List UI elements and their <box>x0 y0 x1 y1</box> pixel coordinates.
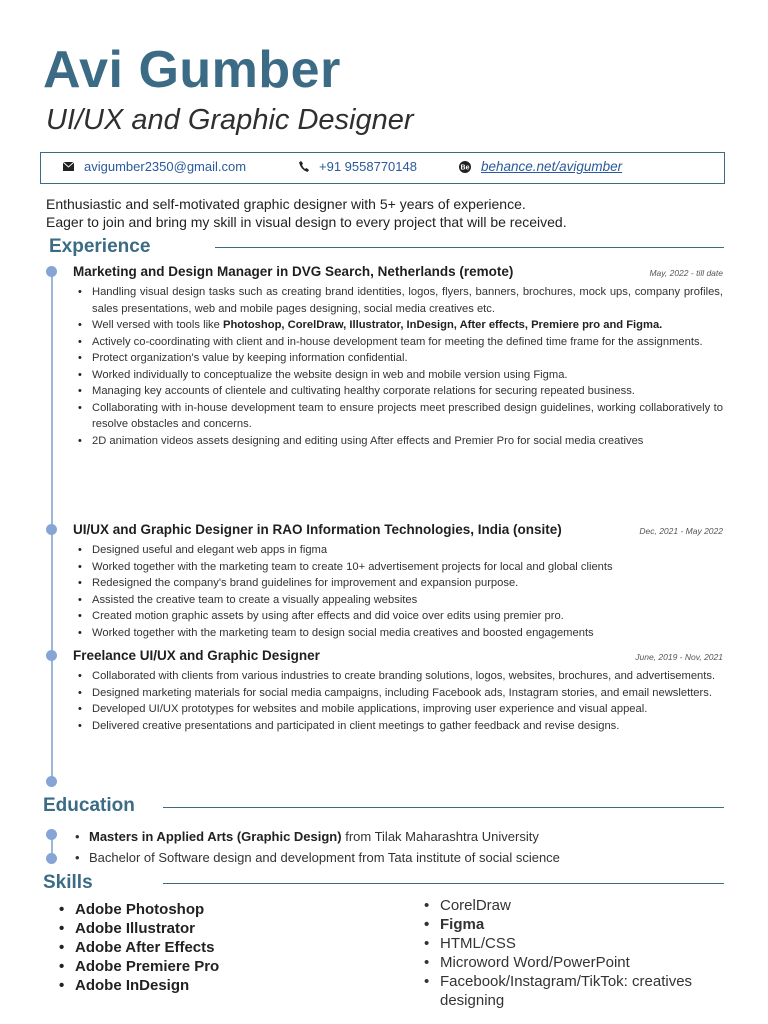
timeline-dot <box>46 776 57 787</box>
skill-item: • Microword Word/PowerPoint <box>423 953 723 972</box>
job-date: June, 2019 - Nov, 2021 <box>635 652 723 662</box>
education-list <box>73 826 713 868</box>
summary <box>46 195 736 231</box>
summary-line-1: Enthusiastic and self-motivated graphic designer with 5+ years of experience. <box>46 196 526 212</box>
job-title: Freelance UI/UX and Graphic Designer <box>73 648 320 663</box>
skill-item: • CorelDraw <box>423 896 723 915</box>
email-text[interactable]: avigumber2350@gmail.com <box>84 159 247 174</box>
phone-icon <box>299 161 309 172</box>
timeline-dot <box>46 650 57 661</box>
job-date: Dec, 2021 - May 2022 <box>639 526 723 536</box>
skill-item: • Facebook/Instagram/TikTok: creatives designing <box>423 972 723 1010</box>
timeline-dot <box>46 853 57 864</box>
bullet-text: Well versed with tools like <box>92 319 223 331</box>
education-item: • Bachelor of Software design and development from Tata institute of social science <box>73 847 713 868</box>
skill-item: • Adobe Premiere Pro <box>58 957 388 976</box>
bullet-item: • Protect organization's value by keeping information confidential. <box>73 350 723 367</box>
behance-icon <box>459 161 471 173</box>
education-item <box>73 826 713 847</box>
job-entry <box>73 264 723 449</box>
tools-list: Photoshop, CorelDraw, Illustrator, InDesign, After effects, Premiere pro and Figma. <box>222 319 663 331</box>
candidate-role: UI/UX and Graphic Designer <box>46 104 414 136</box>
bullet-item: • Assisted the creative team to create a visually appealing websites <box>73 592 723 609</box>
degree-institution: from Tilak Maharashtra University <box>341 829 539 844</box>
job-title: Marketing and Design Manager in DVG Search, Netherlands (remote) <box>73 264 514 279</box>
skills-list-right <box>423 896 723 1010</box>
skill-item: • Adobe Photoshop <box>58 900 388 919</box>
education-divider <box>163 807 724 808</box>
skill-item: • Adobe InDesign <box>58 976 388 995</box>
contact-email[interactable] <box>63 159 246 174</box>
job-entry <box>73 522 723 641</box>
skill-item: • Figma <box>423 915 723 934</box>
bullet-item: • Worked together with the marketing team to design social media creatives and boosted engagements <box>73 625 723 642</box>
bullet-item: • Collaborating with in-house development team to ensure projects meet prescribed design guidelines, working collaboratively to resolve obstacles and concerns. <box>73 400 723 433</box>
job-bullets <box>73 284 723 449</box>
timeline-dot <box>46 829 57 840</box>
contact-bar <box>40 152 725 184</box>
bullet-item: • Actively co-coordinating with client and in-house development team for meeting the defined time frame for the assignments. <box>73 334 723 351</box>
bullet-item: • Managing key accounts of clientele and cultivating healthy corporate relations for securing repeated business. <box>73 383 723 400</box>
timeline-dot <box>46 266 57 277</box>
bullet-item: • Delivered creative presentations and participated in client meetings to gather feedback and revise designs. <box>73 718 723 735</box>
bullet-item: • Redesigned the company's brand guidelines for improvement and expansion purpose. <box>73 575 723 592</box>
bullet-item: • Handling visual design tasks such as creating brand identities, logos, flyers, banners, brochures, mock ups, company profiles, sales presentations, web and mobile pages designing, social media creatives etc. <box>73 284 723 317</box>
degree-name: Masters in Applied Arts (Graphic Design) <box>89 829 342 844</box>
bullet-item: • Developed UI/UX prototypes for websites and mobile applications, improving user experience and visual appeal. <box>73 701 723 718</box>
skills-divider <box>163 883 724 884</box>
skill-item: • HTML/CSS <box>423 934 723 953</box>
bullet-item: • Worked together with the marketing team to create 10+ advertisement projects for local and global clients <box>73 559 723 576</box>
experience-divider <box>215 247 724 248</box>
bullet-item: • 2D animation videos assets designing and editing using After effects and Premier Pro for social media creatives <box>73 433 723 450</box>
bullet-item: • Collaborated with clients from various industries to create branding solutions, logos, websites, brochures, and advertisements. <box>73 668 723 685</box>
education-heading: Education <box>43 795 135 816</box>
bullet-item <box>73 317 723 334</box>
experience-heading: Experience <box>49 236 151 257</box>
bullet-item: • Worked individually to conceptualize the website design in web and mobile version using Figma. <box>73 367 723 384</box>
skills-list-left <box>58 900 388 995</box>
candidate-name: Avi Gumber <box>43 41 341 99</box>
summary-line-2: Eager to join and bring my skill in visual design to every project that will be received. <box>46 214 567 230</box>
bullet-item: • Designed marketing materials for social media campaigns, including Facebook ads, Instagram stories, and email newsletters. <box>73 685 723 702</box>
job-bullets <box>73 668 723 734</box>
contact-website[interactable] <box>459 159 622 174</box>
job-title: UI/UX and Graphic Designer in RAO Information Technologies, India (onsite) <box>73 522 562 537</box>
job-entry <box>73 648 723 734</box>
bullet-item: • Created motion graphic assets by using after effects and did voice over edits using premier pro. <box>73 608 723 625</box>
envelope-icon <box>63 162 74 171</box>
contact-phone[interactable] <box>299 159 417 174</box>
svg-text:Be: Be <box>460 164 470 172</box>
skill-item: • Adobe Illustrator <box>58 919 388 938</box>
bullet-item: • Designed useful and elegant web apps in figma <box>73 542 723 559</box>
skills-heading: Skills <box>43 872 93 893</box>
phone-text[interactable]: +91 9558770148 <box>319 159 417 174</box>
skill-item: • Adobe After Effects <box>58 938 388 957</box>
job-date: May, 2022 - till date <box>649 268 723 278</box>
job-bullets <box>73 542 723 641</box>
website-link[interactable]: behance.net/avigumber <box>481 159 623 174</box>
timeline-dot <box>46 524 57 535</box>
